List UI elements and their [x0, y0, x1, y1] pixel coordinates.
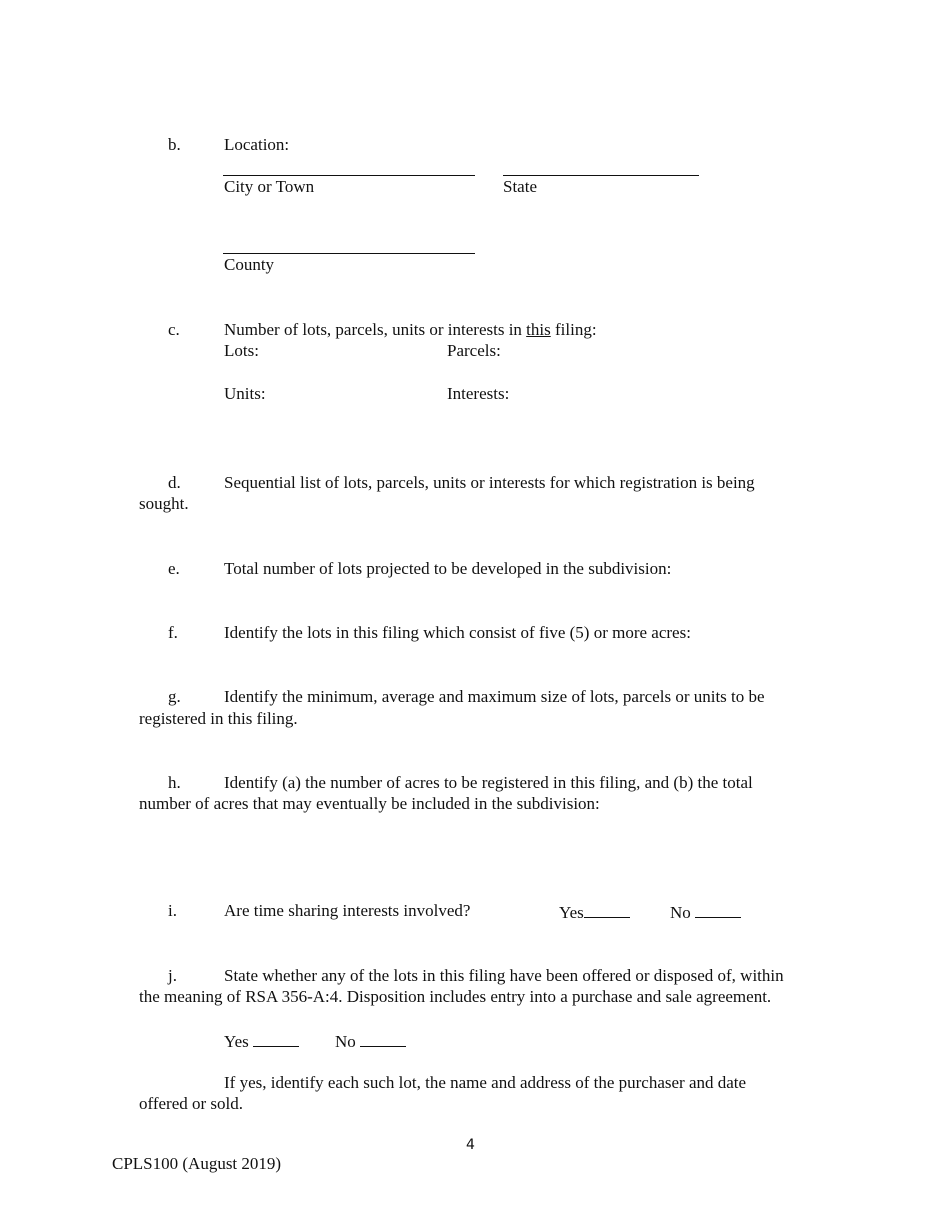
section-h-line2: number of acres that may eventually be included in the subdivision: — [139, 794, 600, 813]
item-letter: c. — [168, 320, 180, 339]
section-i-text: Are time sharing interests involved? — [224, 901, 471, 920]
county-label: County — [224, 255, 275, 274]
yes-blank[interactable] — [584, 900, 630, 918]
lots-label: Lots: — [224, 341, 259, 360]
section-j-line2: the meaning of RSA 356-A:4. Disposition includes entry into a purchase and sale agreement. — [139, 987, 772, 1006]
item-letter: i. — [168, 901, 177, 920]
no-option — [335, 1029, 406, 1052]
units-label: Units: — [224, 384, 266, 403]
followup-line2: offered or sold. — [139, 1094, 244, 1113]
item-letter: f. — [168, 623, 178, 642]
item-letter: j. — [168, 966, 177, 985]
item-letter: h. — [168, 773, 181, 792]
page-number: 4 — [466, 1137, 475, 1153]
section-e-text: Total number of lots projected to be developed in the subdivision: — [224, 559, 672, 578]
no-blank[interactable] — [695, 900, 741, 918]
yes-option — [559, 900, 630, 923]
yes-label: Yes — [224, 1032, 249, 1051]
no-option — [670, 900, 741, 923]
followup-line1: If yes, identify each such lot, the name and address of the purchaser and date — [224, 1073, 747, 1092]
section-h-line1: Identify (a) the number of acres to be registered in this filing, and (b) the total — [224, 773, 753, 792]
item-letter: b. — [168, 135, 181, 154]
section-f-text: Identify the lots in this filing which consist of five (5) or more acres: — [224, 623, 691, 642]
item-letter: d. — [168, 473, 181, 492]
item-letter: e. — [168, 559, 180, 578]
item-letter: g. — [168, 687, 181, 706]
form-id: CPLS100 (August 2019) — [112, 1154, 282, 1173]
section-d-line2: sought. — [139, 494, 189, 513]
yes-option — [224, 1029, 299, 1052]
city-label: City or Town — [224, 177, 315, 196]
emphasis-this: this — [526, 320, 551, 339]
section-g-line1: Identify the minimum, average and maximum size of lots, parcels or units to be — [224, 687, 765, 706]
section-d-line1: Sequential list of lots, parcels, units or interests for which registration is being — [224, 473, 755, 492]
no-label: No — [335, 1032, 356, 1051]
section-j-line1: State whether any of the lots in this filing have been offered or disposed of, within — [224, 966, 784, 985]
text-after: filing: — [550, 320, 597, 339]
interests-label: Interests: — [447, 384, 510, 403]
parcels-label: Parcels: — [447, 341, 501, 360]
text-before: Number of lots, parcels, units or interests in — [224, 320, 527, 339]
location-label: Location: — [224, 135, 290, 154]
no-label: No — [670, 903, 691, 922]
yes-label: Yes — [559, 903, 584, 922]
section-c-text — [224, 319, 597, 340]
yes-blank[interactable] — [253, 1029, 299, 1047]
section-g-line2: registered in this filing. — [139, 709, 298, 728]
no-blank[interactable] — [360, 1029, 406, 1047]
state-label: State — [503, 177, 537, 196]
